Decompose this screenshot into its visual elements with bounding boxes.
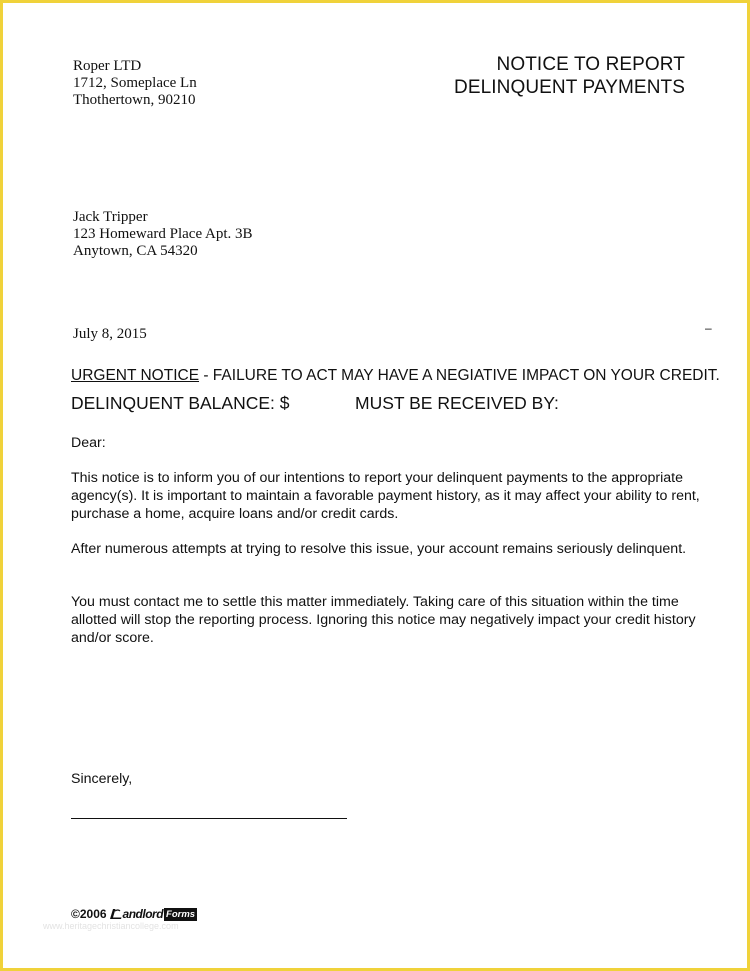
notice-title — [433, 53, 685, 99]
delinquent-balance-label: DELINQUENT BALANCE: $ — [71, 393, 290, 413]
recipient-address — [73, 209, 253, 260]
urgent-notice-text: - FAILURE TO ACT MAY HAVE A NEGIATIVE IMPACT ON YOUR CREDIT. — [199, 367, 720, 384]
logo-forms-badge: Forms — [166, 908, 196, 920]
salutation: Dear: — [71, 435, 106, 451]
closing: Sincerely, — [71, 771, 133, 787]
body-paragraph-3: You must contact me to settle this matter immediately. Taking care of this situation within the time allotted will stop the reporting process. Ignoring this notice may negatively impact your credit history and/or score. — [71, 594, 696, 646]
urgent-notice-label: URGENT NOTICE — [71, 367, 200, 384]
sender-name: Roper LTD — [73, 58, 142, 74]
sender-address-line1: 1712, Someplace Ln — [73, 75, 197, 91]
letter-date: July 8, 2015 — [73, 326, 147, 342]
urgent-notice-line — [71, 367, 720, 385]
notice-title-line2: DELINQUENT PAYMENTS — [454, 77, 685, 98]
notice-title-line1: NOTICE TO REPORT — [496, 54, 685, 75]
recipient-address-line1: 123 Homeward Place Apt. 3B — [73, 226, 253, 242]
logo-l-icon — [109, 908, 123, 920]
letter-page — [3, 3, 747, 968]
recipient-address-line2: Anytown, CA 54320 — [73, 243, 198, 259]
sender-address-line2: Thothertown, 90210 — [73, 92, 196, 108]
recipient-name: Jack Tripper — [73, 209, 148, 225]
landlord-forms-logo — [109, 907, 198, 921]
body-paragraph-1: This notice is to inform you of our intentions to report your delinquent payments to the appropriate agency(s). It is important to maintain a favorable payment history, as it may affect your ability to rent, purchase a home, acquire loans and/or credit cards. — [71, 470, 700, 522]
signature-line — [71, 818, 347, 819]
sender-address — [73, 58, 197, 109]
copyright-text: ©2006 — [71, 907, 107, 921]
body-paragraph-2: After numerous attempts at trying to resolve this issue, your account remains seriously delinquent. — [71, 541, 687, 557]
logo-text: andlord — [122, 907, 164, 921]
balance-line — [71, 393, 559, 414]
watermark: www.heritagechristiancollege.com — [43, 921, 179, 931]
footer-copyright — [71, 907, 197, 921]
dash-mark: – — [705, 321, 712, 335]
must-be-received-label: MUST BE RECEIVED BY: — [355, 393, 559, 413]
